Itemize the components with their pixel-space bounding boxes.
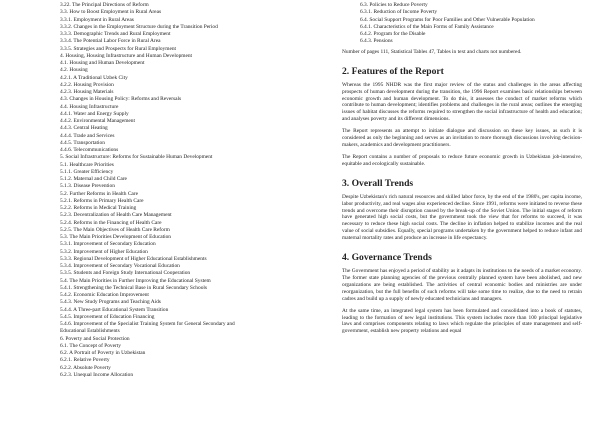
toc-entry: 5.4.1. Strengthening the Technical Base in Rural Secondary Schools bbox=[60, 284, 207, 291]
toc-entry: 6.2. A Portrait of Poverty in Uzbekistan bbox=[60, 350, 146, 356]
toc-entry: 5.3.1. Improvement of Secondary Education bbox=[60, 241, 156, 248]
toc-entry: 5.2. Further Reforms in Health Care bbox=[60, 190, 138, 197]
toc-entry: 6.3. Policies to Reduce Poverty bbox=[360, 2, 428, 8]
toc-entry: 5.3.3. Regional Development of Higher Educational Establishments bbox=[60, 255, 207, 262]
toc-entry: 4.1. Housing and Human Development bbox=[60, 60, 145, 66]
toc-entry: 3.3.3. Demographic Trends and Rural Employment bbox=[60, 31, 171, 37]
toc-entry: 4.2.3. Housing Materials bbox=[60, 89, 114, 95]
toc-entry: 4.4.3. Central Heating bbox=[60, 125, 108, 132]
toc-entry: 4.3. Changes in Housing Policy: Reforms and Reversals bbox=[60, 96, 182, 103]
toc-entry: 3.3.4. The Potential Labor Force in Rural Area bbox=[60, 38, 161, 45]
toc-entry: 6.2.2. Absolute Poverty bbox=[60, 364, 111, 371]
toc-entry: Educational Establishments bbox=[60, 328, 120, 335]
toc-entry: 6.3.1. Reduction of Income Poverty bbox=[360, 9, 438, 16]
toc-entry: 5.2.5. The Main Objectives of Health Care Reform bbox=[60, 226, 170, 233]
toc-entry: 3.22. The Principal Directions of Reform bbox=[60, 2, 149, 8]
section-paragraph: Despite Uzbekistan's rich natural resources and skilled labor force, by the end of the 1980's, per capita income, labor productivity, and real wages also experienced decline. Since 1991, reforms were initiated to reverse these trends and overcome their disruption caused by the break-up of the Soviet Union. The initial stages of reform have generated high social costs, but the government took the view that for reforms to succeed, it was necessary to reduce these high social costs. The decline in inflation helped to stabilize incomes and the real value of social subsidies. Equally, special programs undertaken by the government helped to reduce infant and maternal mortality rates and produce an increase in life expectancy. bbox=[342, 193, 582, 242]
toc-entry: 5.2.4. Reforms in the Financing of Health Care bbox=[60, 219, 162, 226]
left-toc-column bbox=[60, 2, 320, 379]
toc-entry: 5.1.3. Disease Prevention bbox=[60, 183, 115, 190]
toc-entry: 4.4.5. Transportation bbox=[60, 139, 105, 146]
toc-entry: 5.2.2. Reforms in Medical Training bbox=[60, 205, 137, 211]
toc-entry: 6.4. Social Support Programs for Poor Families and Other Vulnerable Population bbox=[360, 16, 535, 23]
section-heading: 3. Overall Trends bbox=[342, 177, 414, 189]
toc-entry: 5.4.4. A Three-part Educational System Transition bbox=[60, 306, 169, 313]
toc-entry: 5. Social Infrastructure: Reforms for Sustainable Human Development bbox=[60, 154, 213, 161]
section-paragraph: Whereas the 1995 NHDR was the first major review of the status and challenges in the areas affecting prospects of human development during the transition, the 1996 Report examines basic relationships between economic growth and human development. To do this, it assesses the conduct of market reforms which contribute to human development; identifies problems and challenges in the rural areas; outlines the emerging issues of habitat discusses the reforms required to strengthen the social infrastructure of health and education; and analyses poverty and its different dimensions. bbox=[342, 81, 582, 123]
toc-entry: 5.3.4. Improvement of Secondary Vocational Education bbox=[60, 263, 180, 269]
section-heading: 4. Governance Trends bbox=[342, 252, 432, 264]
toc-entry: 5.4.3. New Study Programs and Teaching Aids bbox=[60, 299, 161, 306]
toc-entry: 5.3.2. Improvement of Higher Education bbox=[60, 248, 148, 255]
toc-entry: 5.1.2. Maternal and Child Care bbox=[60, 176, 127, 182]
right-column bbox=[342, 2, 582, 340]
toc-entry: 4.4.2. Environmental Management bbox=[60, 118, 136, 124]
toc-entry: 4.2. Housing bbox=[60, 67, 88, 74]
section-heading: 2. Features of the Report bbox=[342, 65, 444, 77]
toc-entry: 5.3. The Main Priorities Development of Education bbox=[60, 234, 171, 240]
toc-entry: 3.3. How to Boost Employment in Rural Areas bbox=[60, 9, 162, 16]
right-toc bbox=[342, 2, 582, 46]
toc-entry: 6.2.3. Unequal Income Allocation bbox=[60, 371, 134, 378]
page-count-note: Number of pages 111, Statistical Tables 47, Tables in text and charts not numbered. bbox=[342, 48, 522, 55]
toc-entry: 4.4.4. Trade and Services bbox=[60, 132, 115, 139]
toc-entry: 4. Housing, Housing Infrastructure and Human Development bbox=[60, 52, 193, 59]
toc-entry: 3.3.1. Employment in Rural Areas bbox=[60, 16, 134, 23]
toc-entry: 5.4.6. Improvement of the Specialist Training System for General Secondary and bbox=[60, 321, 235, 327]
toc-entry: 6.4.3. Pensions bbox=[360, 38, 393, 45]
toc-entry: 4.4. Housing Infrastructure bbox=[60, 103, 119, 110]
toc-entry: 5.1.1. Greater Efficiency bbox=[60, 168, 114, 175]
toc-entry: 6.4.1. Characteristics of the Main Forms of Family Assistance bbox=[360, 23, 494, 30]
section-paragraph: The Report represents an attempt to initiate dialogue and discussion on these key issues, as such it is considered as only the beginning and serves as an invitation to more thorough discussions involving decision-makers, academics and development practitioners. bbox=[342, 128, 582, 148]
toc-entry: 4.2.2. Housing Provision bbox=[60, 81, 114, 88]
toc-entry: 6.1. The Concept of Poverty bbox=[60, 342, 121, 349]
toc-entry: 3.3.2. Changes in the Employment Structure during the Transition Period bbox=[60, 23, 218, 30]
toc-entry: 3.3.5. Strategies and Prospects for Rural Employment bbox=[60, 45, 177, 52]
section-paragraph: The Government has enjoyed a period of stability as it adapts its institutions to the needs of a market economy. The former state planning agencies of the previous centrally planned system have been abolished, and new organizations are being established. The activities of central economic bodies and ministries are under reorganization, but the full benefits of such reforms will take some time to realize, due to the need to retrain cadres and build up a supply of newly educated technicians and managers. bbox=[342, 268, 582, 302]
toc-entry: 6. Poverty and Social Protection bbox=[60, 335, 130, 342]
toc-entry: 6.4.2. Program for the Disable bbox=[360, 31, 426, 37]
toc-entry: 5.2.3. Decentralization of Health Care Management bbox=[60, 212, 172, 219]
toc-entry: 5.1. Healthcare Priorities bbox=[60, 161, 114, 168]
toc-entry: 6.2.1. Relative Poverty bbox=[60, 357, 110, 364]
section-paragraph: At the same time, an integrated legal system has been formulated and consolidated into a book of statutes, leading to the formation of new legal institutions. This system includes more than 100 principal legislative laws and comprises components relating to laws which regulate the principles of state management and self-government, establish new property relations and equal bbox=[342, 307, 582, 335]
toc-entry: 4.2.1. A Traditional Uzbek City bbox=[60, 74, 128, 81]
toc-entry: 5.4.2. Economic Education Improvement bbox=[60, 292, 149, 298]
section-paragraph: The Report contains a number of proposals to reduce future economic growth in Uzbekistan job-intensive, equitable and ecologically sustainable. bbox=[342, 153, 582, 167]
toc-entry: 5.3.5. Students and Foreign Study International Cooperation bbox=[60, 270, 191, 277]
toc-entry: 5.4. The Main Priorities in Further Improving the Educational System bbox=[60, 277, 211, 284]
toc-entry: 5.2.1. Reforms in Primary Health Care bbox=[60, 197, 144, 204]
report-sections bbox=[342, 66, 582, 335]
toc-entry: 5.4.5. Improvement of Education Financing bbox=[60, 313, 155, 320]
toc-entry: 4.4.6. Telecommunications bbox=[60, 147, 119, 153]
toc-entry: 4.4.1. Water and Energy Supply bbox=[60, 110, 129, 117]
